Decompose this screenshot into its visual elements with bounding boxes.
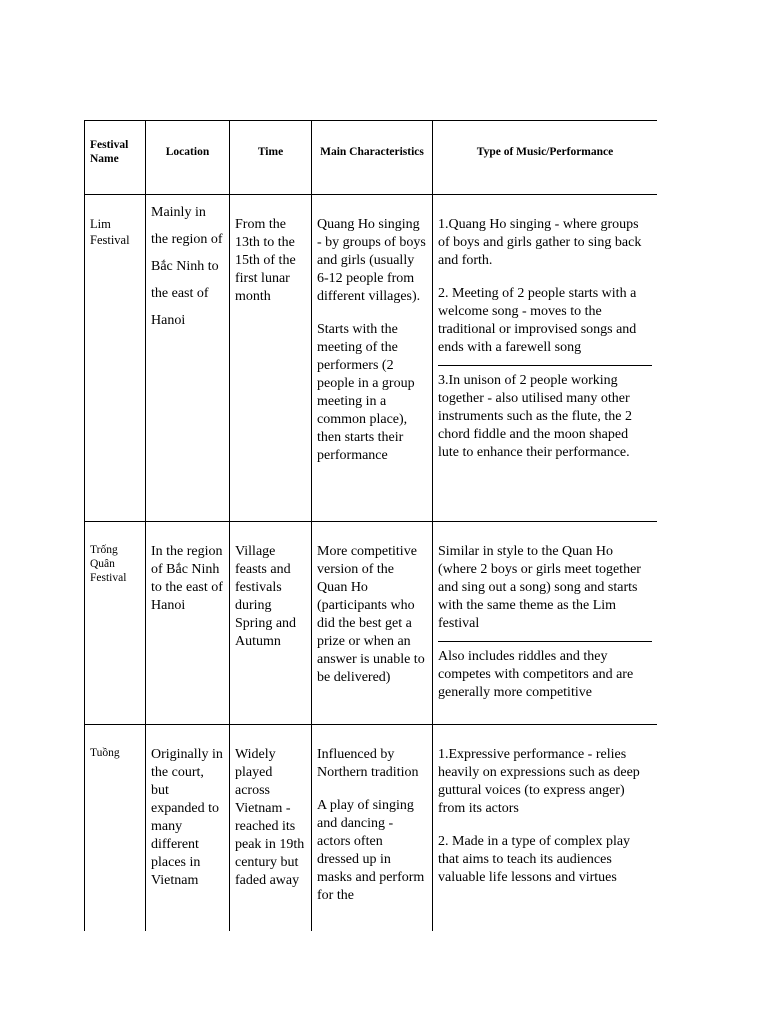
header-main-characteristics: Main Characteristics (312, 121, 433, 195)
characteristics-paragraph: A play of singing and dancing - actors often dressed up in masks and perform for the (317, 798, 425, 903)
time-cell: Village feasts and festivals during Spring and Autumn (230, 522, 312, 725)
music-paragraph: 1.Expressive performance - relies heavily on expressions such as deep guttural voices (to express anger) from its actors (438, 747, 640, 816)
header-time: Time (230, 121, 312, 195)
table-row (85, 195, 658, 522)
characteristics-cell (312, 195, 433, 522)
music-cell (433, 195, 658, 522)
header-location: Location (146, 121, 230, 195)
festival-name-cell: Tuồng (85, 725, 146, 932)
music-paragraph: Similar in style to the Quan Ho (where 2 boys or girls meet together and sing out a song) song and starts with the same theme as the Lim festival (438, 544, 641, 631)
music-paragraph: 2. Made in a type of complex play that aims to teach its audiences valuable life lessons and virtues (438, 834, 631, 885)
header-festival-name: Festival Name (85, 121, 146, 195)
characteristics-paragraph: Influenced by Northern tradition (317, 747, 419, 780)
festival-table-wrapper (84, 120, 657, 931)
music-cell (433, 725, 658, 932)
festival-table (84, 120, 657, 931)
time-cell: From the 13th to the 15th of the first lunar month (230, 195, 312, 522)
divider-line (438, 365, 652, 366)
music-paragraph: 2. Meeting of 2 people starts with a welcome song - moves to the traditional or improvised songs and ends with a farewell song (438, 286, 637, 355)
characteristics-paragraph: Starts with the meeting of the performers (2 people in a group meeting in a common place), then starts their performance (317, 322, 415, 463)
music-paragraph: Also includes riddles and they competes with competitors and are generally more competitive (438, 649, 634, 700)
music-cell (433, 522, 658, 725)
characteristics-paragraph: Quang Ho singing - by groups of boys and girls (usually 6-12 people from different villages). (317, 217, 426, 304)
characteristics-cell (312, 725, 433, 932)
divider-line (438, 641, 652, 642)
characteristics-cell: More competitive version of the Quan Ho (participants who did the best get a prize or when an answer is unable to be delivered) (312, 522, 433, 725)
location-cell: Mainly in the region of Bắc Ninh to the east of Hanoi (146, 195, 230, 522)
table-row (85, 522, 658, 725)
header-music-performance: Type of Music/Performance (433, 121, 658, 195)
table-row (85, 725, 658, 932)
location-cell: Originally in the court, but expanded to many different places in Vietnam (146, 725, 230, 932)
time-cell: Widely played across Vietnam - reached its peak in 19th century but faded away (230, 725, 312, 932)
festival-name-cell: Lim Festival (85, 195, 146, 522)
location-cell: In the region of Bắc Ninh to the east of Hanoi (146, 522, 230, 725)
music-paragraph: 3.In unison of 2 people working together - also utilised many other instruments such as the flute, the 2 chord fiddle and the moon shaped lute to enhance their performance. (438, 373, 633, 460)
music-paragraph: 1.Quang Ho singing - where groups of boys and girls gather to sing back and forth. (438, 217, 642, 268)
festival-name-cell: Trống Quân Festival (85, 522, 146, 725)
header-row (85, 121, 658, 195)
